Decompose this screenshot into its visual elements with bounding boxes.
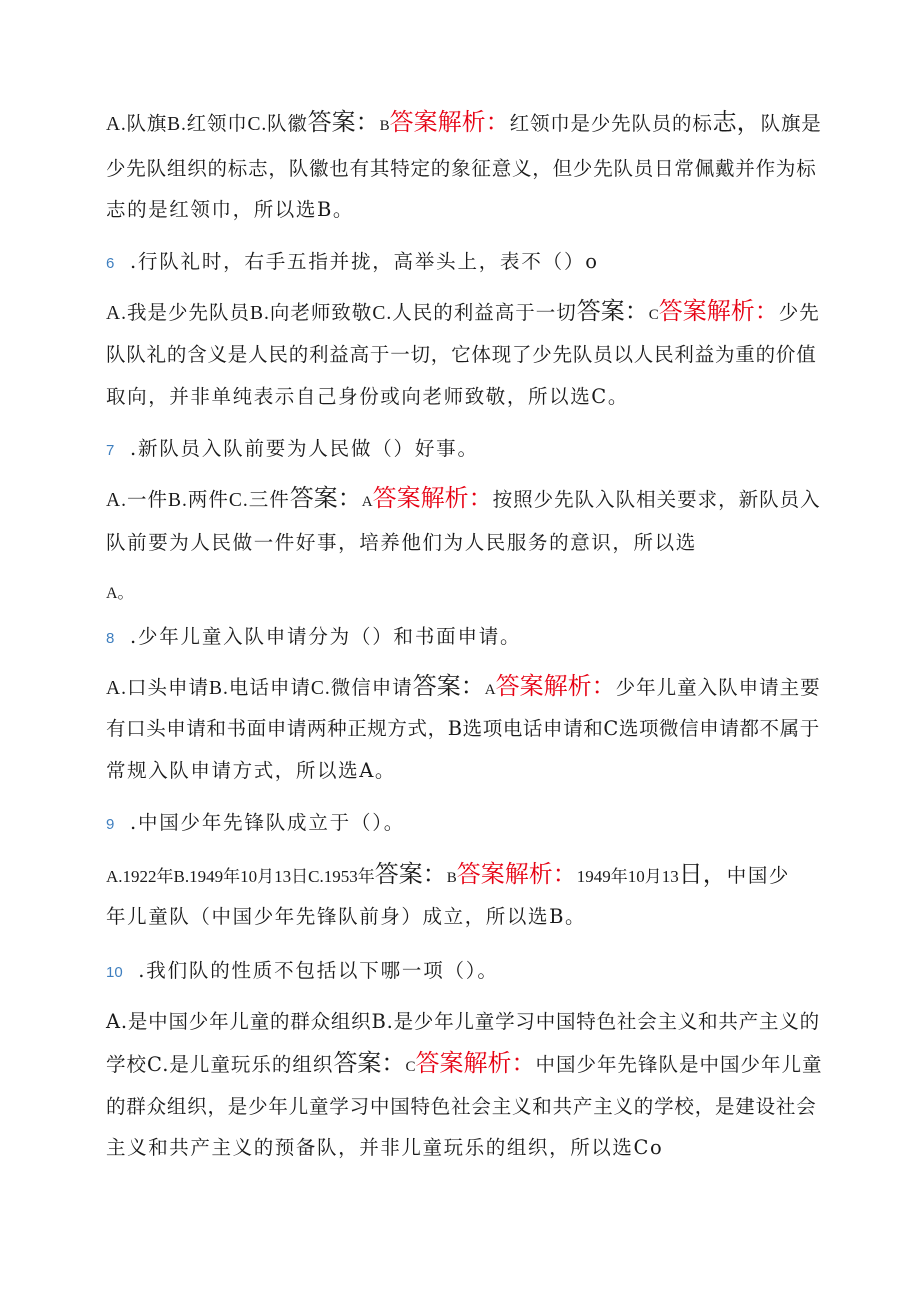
q10-answer: C — [405, 1059, 416, 1075]
q8-number: 8 — [106, 630, 115, 647]
q8-answer: A — [484, 682, 496, 698]
q7-explanation-l1: 按照少先队入队相关要求，新队员入 — [492, 488, 821, 511]
q10-options-l2: 学校C.是儿童玩乐的组织 — [106, 1053, 334, 1076]
q7-answer-label: 答案： — [289, 484, 362, 512]
q7-question: .新队员入队前要为人民做（）好事。 — [129, 437, 479, 460]
q8-options: A.口头申请B.电话申请C.微信申请 — [106, 678, 413, 699]
q5-options-line — [106, 108, 822, 136]
q6-question-line — [106, 252, 816, 272]
q10-explanation-l2: 的群众组织，是少年儿童学习中国特色社会主义和共产主义的学校，是建设社会 — [106, 1095, 817, 1118]
q10-explanation-label: 答案解析： — [415, 1049, 536, 1077]
q5-explanation-l1-big: 志， — [712, 108, 761, 136]
q10-options-line2 — [106, 1049, 823, 1077]
q9-number: 9 — [106, 816, 115, 833]
q8-explanation-l2: 有口头申请和书面申请两种正规方式，B选项电话申请和C选项微信申请都不属于 — [106, 717, 820, 740]
q5-options: A.队旗B.红领巾C.队徽 — [106, 114, 308, 135]
q9-answer: B — [446, 870, 457, 886]
q6-explanation-l2: 队队礼的含义是人民的利益高于一切，它体现了少先队员以人民利益为重的价值 — [106, 343, 817, 366]
q7-options: A.一件B.两件C.三件 — [106, 490, 290, 511]
q9-answer-label: 答案： — [374, 860, 447, 888]
q7-explanation-l2: 队前要为人民做一件好事，培养他们为人民服务的意识，所以选 — [106, 531, 697, 554]
q10-options-l1: A.是中国少年儿童的群众组织B.是少年儿童学习中国特色社会主义和共产主义的 — [106, 1010, 820, 1033]
q7-explanation-label: 答案解析： — [372, 484, 493, 512]
q9-options: A.1922年B.1949年10月13日C.1953年 — [106, 867, 375, 886]
q6-explanation-l3: 取向，并非单纯表示自己身份或向老师致敬，所以选C。 — [106, 385, 629, 408]
q5-explanation-label: 答案解析： — [389, 108, 510, 136]
q9-question: .中国少年先锋队成立于（）。 — [129, 811, 406, 834]
q9-question-line — [106, 813, 816, 833]
q10-explanation-l3: 主义和共产主义的预备队，并非儿童玩乐的组织，所以选Co — [106, 1136, 664, 1159]
q9-explanation-l2: 年儿童队（中国少年先锋队前身）成立，所以选B。 — [106, 905, 587, 928]
q6-options-line — [106, 297, 820, 325]
q10-answer-label: 答案： — [333, 1049, 406, 1077]
q5-answer-label: 答案： — [307, 108, 380, 136]
q8-options-line — [106, 672, 821, 700]
q9-explanation-l1-big: 日， — [678, 860, 727, 888]
q5-explanation-l2: 少先队组织的标志，队徽也有其特定的象征意义，但少先队员日常佩戴并作为标 — [106, 157, 817, 180]
q5-explanation-l3: 志的是红领巾，所以选B。 — [106, 198, 355, 221]
q10-question: .我们队的性质不包括以下哪一项（）。 — [138, 959, 499, 982]
q7-options-line — [106, 484, 821, 512]
q10-explanation-l1: 中国少年先锋队是中国少年儿童 — [535, 1053, 823, 1076]
q8-explanation-l3: 常规入队申请方式，所以选A。 — [106, 759, 396, 782]
q8-question-line — [106, 627, 816, 647]
q6-answer-label: 答案： — [576, 297, 649, 325]
q10-question-line — [106, 961, 816, 981]
q7-answer: A — [361, 494, 373, 510]
q7-number: 7 — [106, 442, 115, 459]
q7-explanation-l3: A。 — [106, 585, 134, 602]
q9-explanation-l1-a: 1949年10月13 — [576, 867, 679, 886]
q9-options-line — [106, 862, 816, 886]
q5-explanation-l1-b: 队旗是 — [760, 112, 822, 135]
q8-explanation-l1: 少年儿童入队申请主要 — [615, 676, 821, 699]
q9-explanation-label: 答案解析： — [456, 860, 577, 888]
q6-explanation-label: 答案解析： — [658, 297, 779, 325]
q5-explanation-l1-a: 红领巾是少先队员的标 — [509, 112, 713, 135]
q6-explanation-l1: 少先 — [778, 301, 820, 324]
q10-number: 10 — [106, 964, 123, 981]
q8-answer-label: 答案： — [412, 672, 485, 700]
q9-explanation-l1-b: 中国少 — [726, 864, 791, 887]
q6-options: A.我是少先队员B.向老师致敬C.人民的利益高于一切 — [106, 303, 577, 324]
q7-explanation-l3-wrap — [106, 582, 816, 602]
q6-question: .行队礼时，右手五指并拢，高举头上，表不（）o — [129, 250, 599, 273]
q7-question-line — [106, 439, 816, 459]
q5-answer: B — [379, 118, 390, 134]
q6-number: 6 — [106, 255, 115, 272]
q8-explanation-label: 答案解析： — [495, 672, 616, 700]
q6-answer: C — [648, 307, 659, 323]
q8-question: .少年儿童入队申请分为（）和书面申请。 — [129, 625, 522, 648]
